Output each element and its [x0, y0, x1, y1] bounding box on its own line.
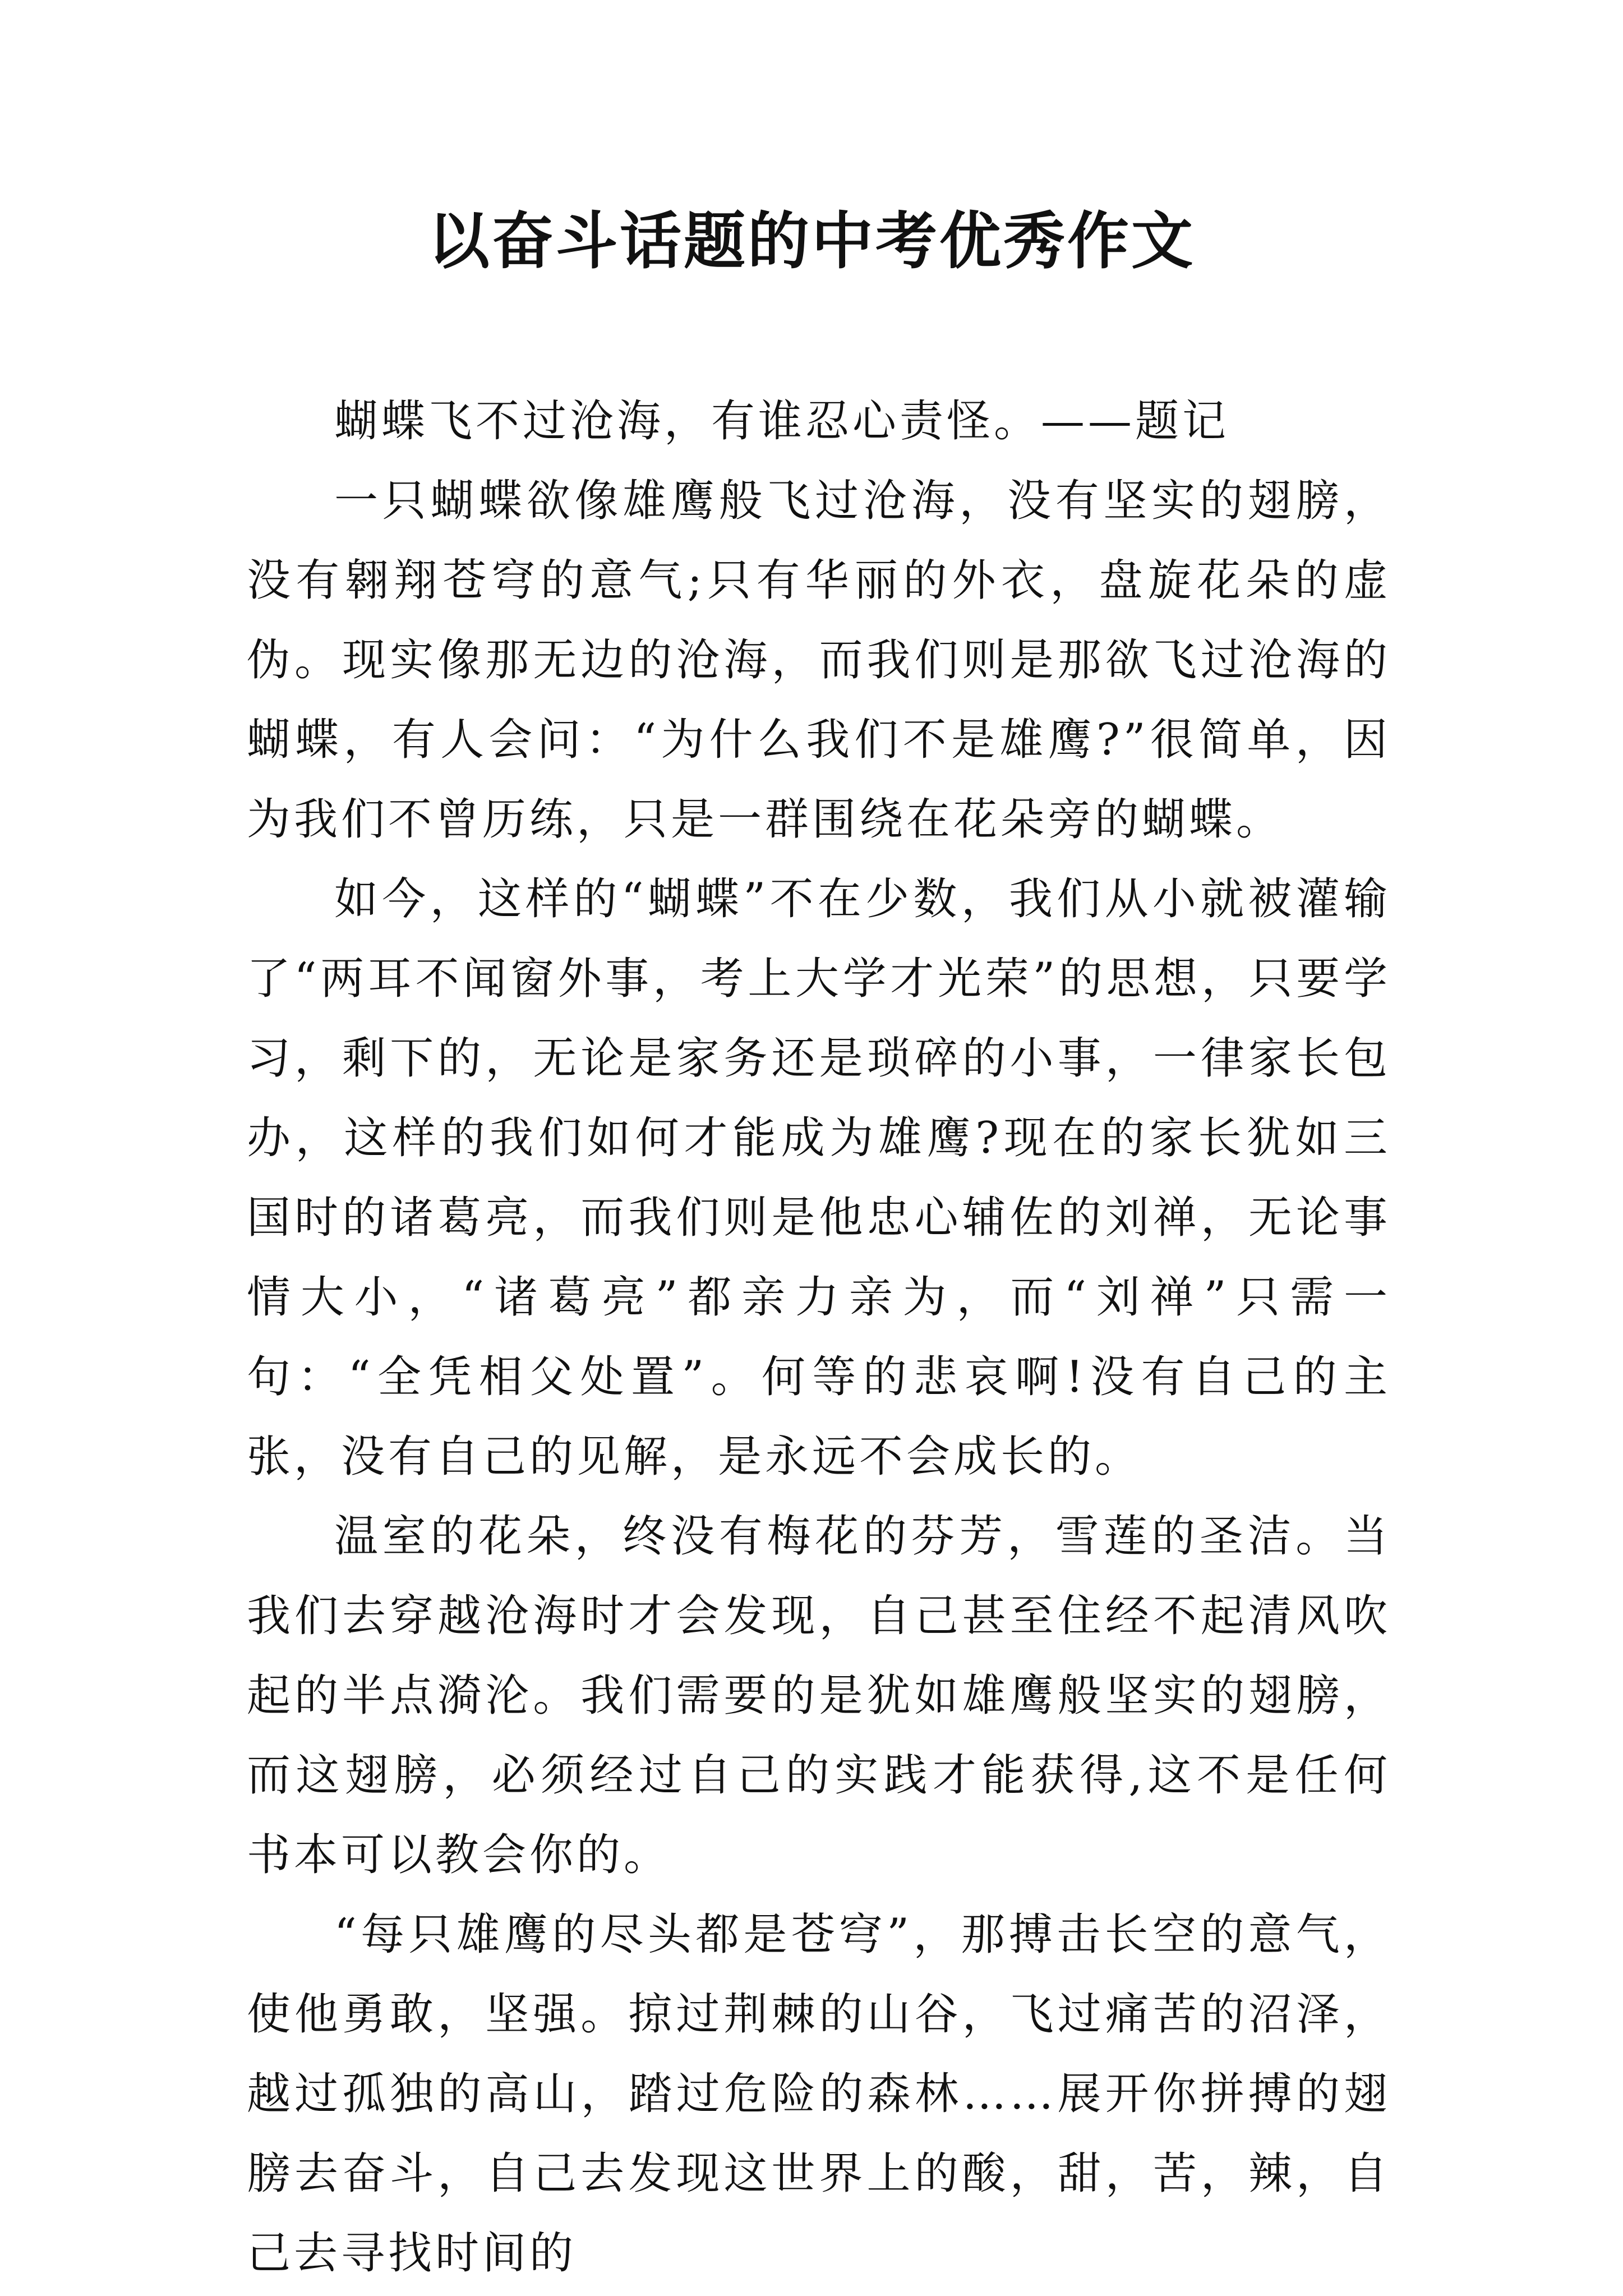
document-title: 以奋斗话题的中考优秀作文: [428, 205, 1195, 277]
paragraph-1: 一只蝴蝶欲像雄鹰般飞过沧海，没有坚实的翅膀，没有翱翔苍穹的意气;只有华丽的外衣，盘旋花朵的虚伪。现实像那无边的沧海，而我们则是那欲飞过沧海的蝴蝶，有人会问：“为什么我们不是雄鹰?”很简单，因为我们不曾历练，只是一群围绕在花朵旁的蝴蝶。: [247, 476, 1391, 845]
document-body: [247, 381, 1391, 2293]
paragraph-2: 如今，这样的“蝴蝶”不在少数，我们从小就被灌输了“两耳不闻窗外事，考上大学才光荣”的思想，只要学习，剩下的，无论是家务还是琐碎的小事，一律家长包办，这样的我们如何才能成为雄鹰?现在的家长犹如三国时的诸葛亮，而我们则是他忠心辅佐的刘禅，无论事情大小，“诸葛亮”都亲力亲为，而“刘禅”只需一句：“全凭相父处置”。何等的悲哀啊!没有自己的主张，没有自己的见解，是永远不会成长的。: [247, 874, 1391, 1482]
paragraph-4: “每只雄鹰的尽头都是苍穹”，那搏击长空的意气，使他勇敢，坚强。掠过荆棘的山谷，飞过痛苦的沼泽，越过孤独的高山，踏过危险的森林……展开你拼搏的翅膀去奋斗，自己去发现这世界上的酸，甜，苦，辣，自己去寻找时间的: [247, 1910, 1391, 2279]
paragraph-3: 温室的花朵，终没有梅花的芬芳，雪莲的圣洁。当我们去穿越沧海时才会发现，自己甚至住经不起清风吹起的半点漪沦。我们需要的是犹如雄鹰般坚实的翅膀，而这翅膀，必须经过自己的实践才能获得,这不是任何书本可以教会你的。: [247, 1511, 1391, 1880]
epigraph: 蝴蝶飞不过沧海，有谁忍心责怪。——题记: [334, 396, 1230, 447]
